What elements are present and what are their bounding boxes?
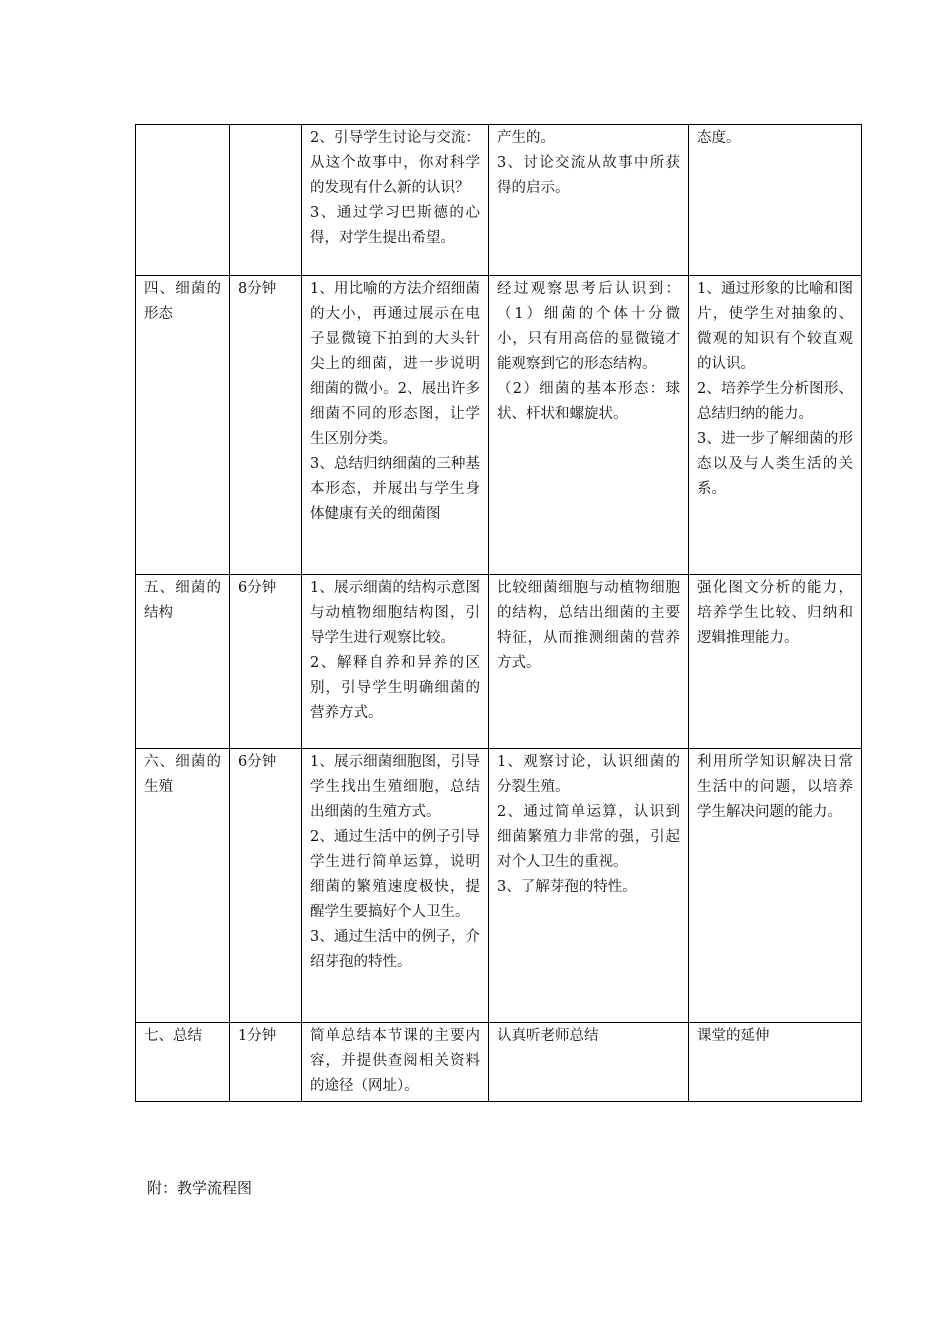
design-intent-text: 态度。 [697, 130, 741, 146]
student-activity-cell [489, 276, 689, 575]
teacher-activity-text: 1、展示细菌的结构示意图与动植物细胞结构图，引导学生进行观察比较。 [310, 580, 480, 646]
teacher-activity-cell [302, 575, 489, 749]
student-activity-text: 3、讨论交流从故事中所获得的启示。 [497, 155, 680, 196]
time-cell [230, 1023, 302, 1102]
lesson-plan-table [135, 124, 862, 1102]
teacher-activity-text: 2、解释自养和异养的区别，引导学生明确细菌的营养方式。 [310, 655, 480, 721]
teacher-activity-cell [302, 1023, 489, 1102]
time-cell [230, 276, 302, 575]
student-activity-cell [489, 749, 689, 1023]
stage-label: 七、总结 [144, 1028, 202, 1044]
student-activity-text: 比较细菌细胞与动植物细胞的结构，总结出细菌的主要特征，从而推测细菌的营养方式。 [497, 580, 680, 671]
stage-cell [136, 749, 230, 1023]
appendix-note: 附：教学流程图 [147, 1179, 253, 1197]
design-intent-cell [689, 749, 862, 1023]
design-intent-text: 利用所学知识解决日常生活中的问题，以培养学生解决问题的能力。 [697, 754, 853, 820]
time-label: 6分钟 [238, 580, 277, 596]
teacher-activity-cell [302, 749, 489, 1023]
table-row [136, 749, 862, 1023]
design-intent-cell [689, 575, 862, 749]
table-row [136, 276, 862, 575]
teacher-activity-cell [302, 125, 489, 276]
stage-cell [136, 575, 230, 749]
stage-label: 六、细菌的生殖 [144, 754, 221, 795]
design-intent-cell [689, 276, 862, 575]
time-label: 1分钟 [238, 1028, 277, 1044]
student-activity-text: 1、观察讨论，认识细菌的分裂生殖。 [497, 754, 680, 795]
design-intent-text: 课堂的延伸 [697, 1028, 770, 1044]
design-intent-text: 2、培养学生分析图形、总结归纳的能力。 [697, 381, 853, 422]
student-activity-cell [489, 1023, 689, 1102]
table-row [136, 1023, 862, 1102]
time-cell [230, 749, 302, 1023]
teacher-activity-text: 3、通过生活中的例子，介绍芽孢的特性。 [310, 929, 480, 970]
design-intent-text: 1、通过形象的比喻和图片，使学生对抽象的、微观的知识有个较直观的认识。 [697, 281, 853, 372]
student-activity-text: 产生的。 [497, 130, 555, 146]
teacher-activity-text: 2、通过生活中的例子引导学生进行简单运算，说明细菌的繁殖速度极快，提醒学生要搞好个人卫生。 [310, 829, 480, 920]
time-label: 6分钟 [238, 754, 277, 770]
time-label: 8分钟 [238, 281, 277, 297]
table-row [136, 125, 862, 276]
student-activity-text: 3、了解芽孢的特性。 [497, 879, 637, 895]
student-activity-text: （2）细菌的基本形态：球状、杆状和螺旋状。 [497, 381, 680, 422]
stage-cell [136, 1023, 230, 1102]
stage-cell [136, 276, 230, 575]
time-cell [230, 125, 302, 276]
student-activity-text: 经过观察思考后认识到：（1）细菌的个体十分微小，只有用高倍的显微镜才能观察到它的形态结构。 [497, 281, 680, 372]
stage-label: 四、细菌的形态 [144, 281, 221, 322]
time-cell [230, 575, 302, 749]
stage-label: 五、细菌的结构 [144, 580, 221, 621]
design-intent-text: 强化图文分析的能力，培养学生比较、归纳和逻辑推理能力。 [697, 580, 853, 646]
student-activity-cell [489, 575, 689, 749]
design-intent-cell [689, 1023, 862, 1102]
teacher-activity-cell [302, 276, 489, 575]
teacher-activity-text: 2、引导学生讨论与交流：从这个故事中，你对科学的发现有什么新的认识？ [310, 130, 480, 196]
table-row [136, 575, 862, 749]
teacher-activity-text: 3、通过学习巴斯德的心得，对学生提出希望。 [310, 205, 480, 246]
teacher-activity-text: 3、总结归纳细菌的三种基本形态，并展出与学生身体健康有关的细菌图 [310, 456, 480, 522]
student-activity-cell [489, 125, 689, 276]
teacher-activity-text: 简单总结本节课的主要内容，并提供查阅相关资料的途径（网址）。 [310, 1028, 480, 1094]
student-activity-text: 认真听老师总结 [497, 1028, 599, 1044]
teacher-activity-text: 1、展示细菌细胞图，引导学生找出生殖细胞，总结出细菌的生殖方式。 [310, 754, 480, 820]
design-intent-cell [689, 125, 862, 276]
stage-cell [136, 125, 230, 276]
teacher-activity-text: 1、用比喻的方法介绍细菌的大小，再通过展示在电子显微镜下拍到的大头针尖上的细菌，进一步说明细菌的微小。2、展出许多细菌不同的形态图，让学生区别分类。 [310, 281, 480, 447]
design-intent-text: 3、进一步了解细菌的形态以及与人类生活的关系。 [697, 431, 853, 497]
student-activity-text: 2、通过简单运算，认识到细菌繁殖力非常的强，引起对个人卫生的重视。 [497, 804, 680, 870]
